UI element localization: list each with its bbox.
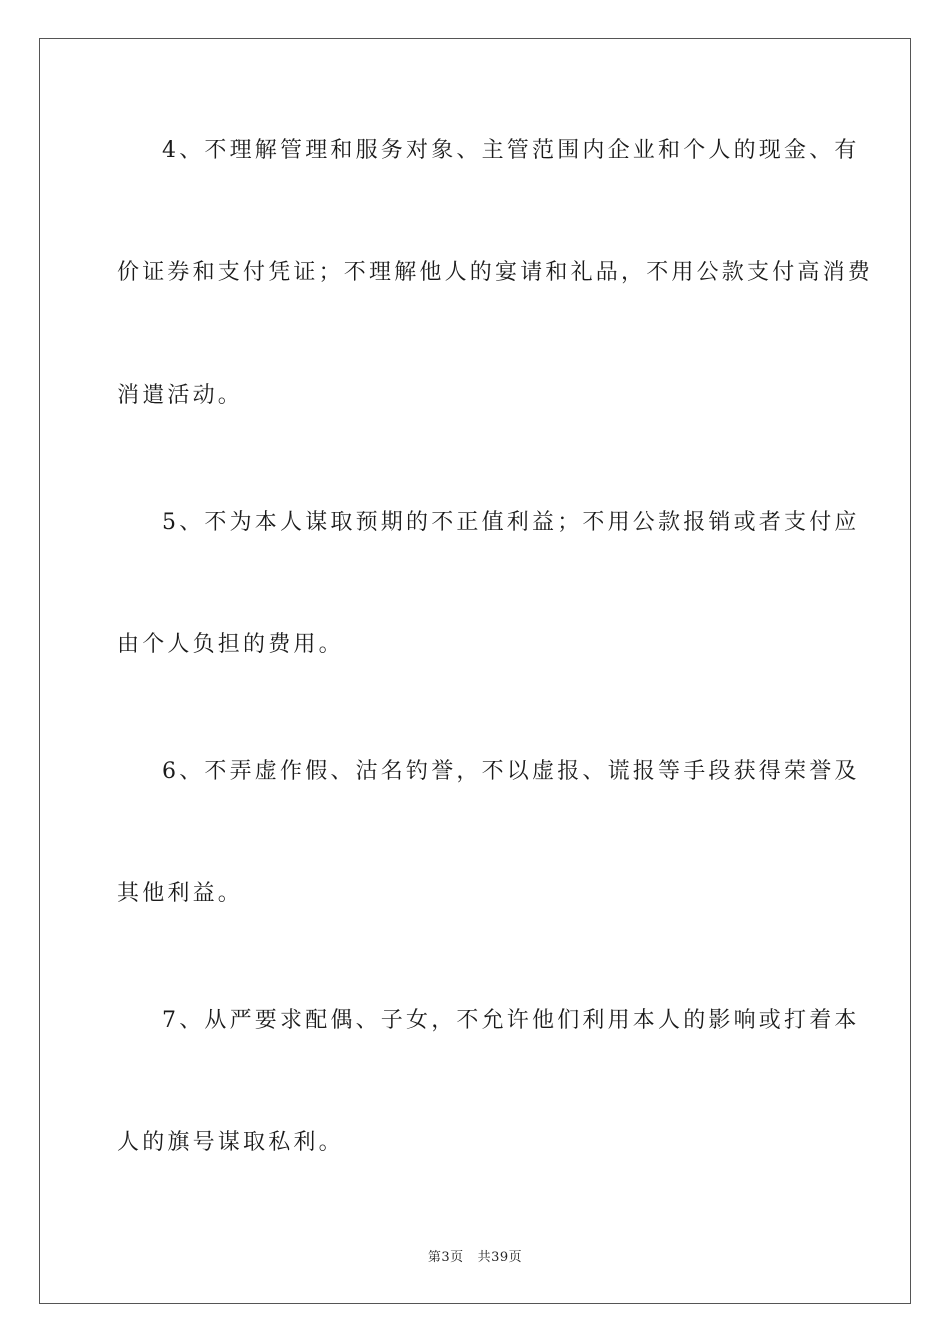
paragraph-line: 消遣活动。 [117, 383, 244, 408]
paragraph-line: 人的旗号谋取私利。 [117, 1130, 344, 1155]
page-total: 共39页 [477, 1250, 523, 1265]
page-footer [0, 1246, 950, 1265]
paragraph-line: 其他利益。 [117, 881, 244, 906]
page-border [39, 38, 911, 1304]
paragraph-line: 7、从严要求配偶、子女，不允许他们利用本人的影响或打着本 [162, 1008, 860, 1033]
paragraph-line: 4、不理解管理和服务对象、主管范围内企业和个人的现金、有 [162, 138, 860, 163]
paragraph-line: 6、不弄虚作假、沽名钓誉，不以虚报、谎报等手段获得荣誉及 [162, 759, 860, 784]
paragraph-line: 5、不为本人谋取预期的不正值利益；不用公款报销或者支付应 [162, 510, 860, 535]
paragraph-line: 由个人负担的费用。 [117, 632, 344, 657]
paragraph-line: 价证券和支付凭证；不理解他人的宴请和礼品，不用公款支付高消费 [117, 260, 874, 285]
page-number: 第3页 [427, 1250, 464, 1265]
